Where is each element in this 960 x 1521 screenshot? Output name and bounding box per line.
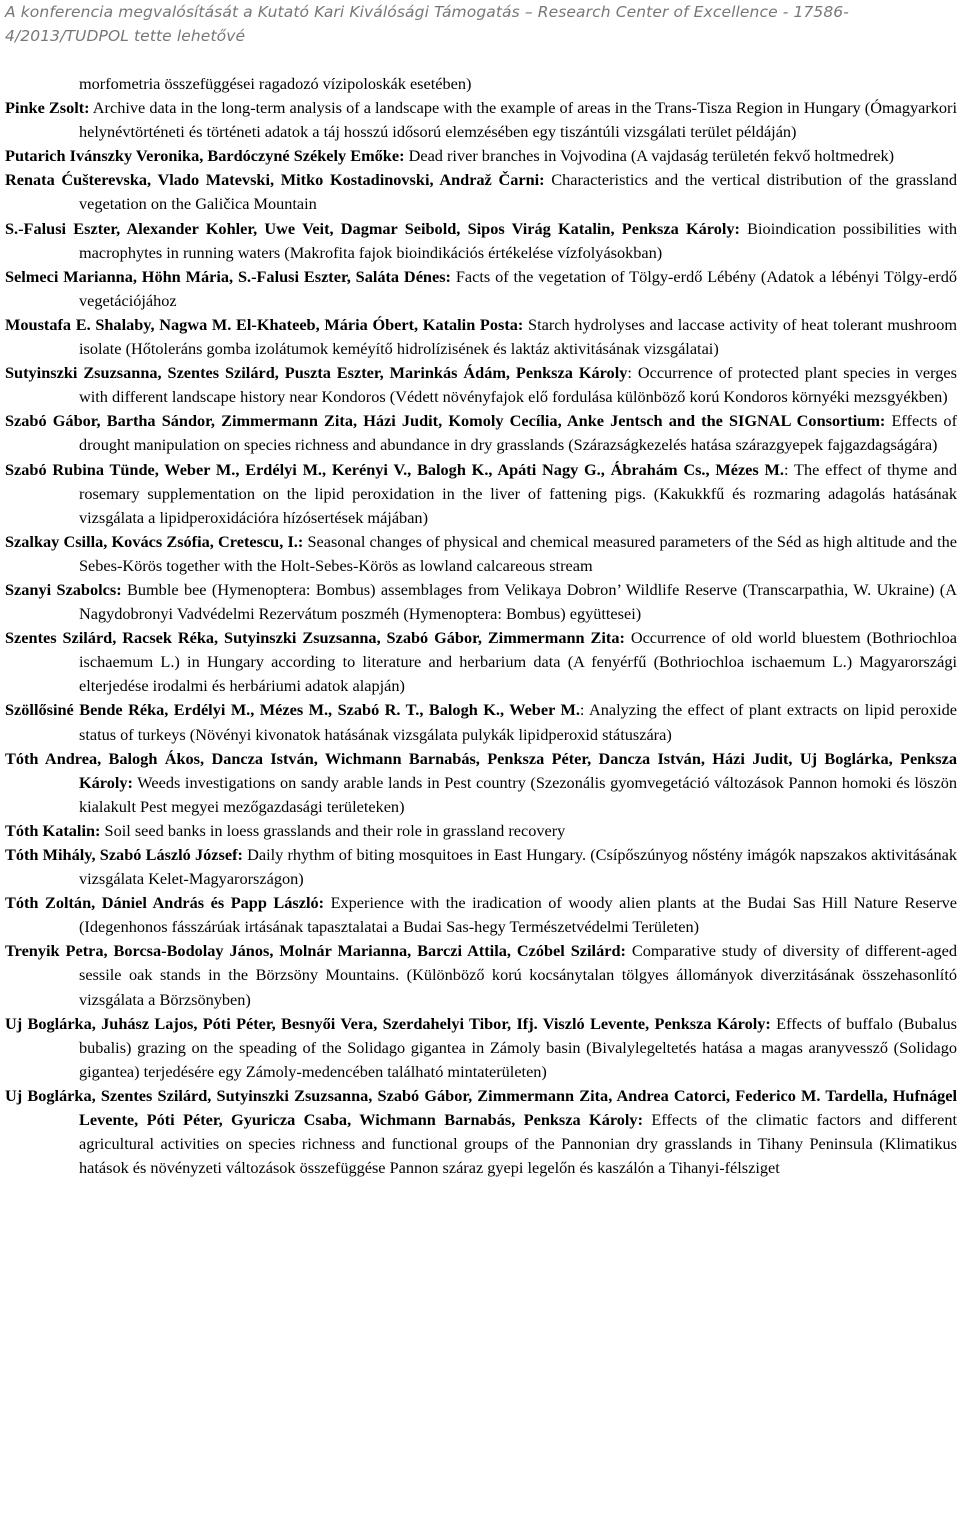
entry-title: Archive data in the long-term analysis of a landscape with the example of areas in the Trans-Tisza Region in Hungary (Ómagyarkori helynévtörténeti és történeti adatok a táj hosszú idősorú elemzésében egy tiszántúli vizsgálati terület példáján)	[79, 98, 957, 142]
entry-authors: Tóth Mihály, Szabó László József:	[5, 845, 243, 864]
list-item	[5, 626, 957, 698]
list-item	[5, 458, 957, 530]
entry-authors: Sutyinszki Zsuzsanna, Szentes Szilárd, Puszta Eszter, Marinkás Ádám, Penksza Károly	[5, 363, 628, 383]
entry-title: Starch hydrolyses and laccase activity of heat tolerant mushroom isolate (Hőtoleráns gomba izolátumok keméyítő hidrolízisének és laktáz aktivitásának vizsgálatai)	[79, 314, 957, 359]
entry-authors: Szabó Rubina Tünde, Weber M., Erdélyi M., Kerényi V., Balogh K., Apáti Nagy G., Ábrahám Cs., Mézes M.	[5, 459, 784, 479]
entry-title: Effects of the climatic factors and different agricultural activities on species richness and functional groups of the Pannonian dry grasslands in Tihany Peninsula (Klimatikus hatások és növényzeti változások összefüggése Pannon száraz gyepi legelőn és kaszálón a Tihanyi-félsziget	[79, 1110, 957, 1178]
entry-authors: S.-Falusi Eszter, Alexander Kohler, Uwe Veit, Dagmar Seibold, Sipos Virág Katalin, Penksza Károly:	[5, 218, 740, 238]
list-item	[5, 144, 957, 168]
entry-authors: Uj Boglárka, Juhász Lajos, Póti Péter, Besnyői Vera, Szerdahelyi Tibor, Ifj. Viszló Levente, Penksza Károly:	[5, 1013, 771, 1033]
entry-title: Experience with the iradication of woody alien plants at the Budai Sas Hill Nature Reserve (Idegenhonos fásszárúak irtásának tapasztalatai a Budai Sas-hegy Természetvédelmi Területen)	[79, 893, 957, 937]
entry-title: Bumble bee (Hymenoptera: Bombus) assemblages from Velikaya Dobron’ Wildlife Reserve (Transcarpathia, W. Ukraine) (A Nagydobronyi Vadvédelmi Rezervátum poszméh (Hymenoptera: Bombus) együttesei)	[79, 579, 957, 624]
entry-authors: Putarich Ivánszky Veronika, Bardóczyné Székely Emőke:	[5, 146, 405, 166]
list-item	[5, 698, 957, 746]
entry-title: Bioindication possibilities with macrophytes in running waters (Makrofita fajok bioindikációs értékelése vízfolyásokban)	[79, 218, 957, 262]
entry-authors: Szanyi Szabolcs:	[5, 579, 122, 599]
list-item	[5, 72, 957, 96]
list-item	[5, 1012, 957, 1084]
list-item	[5, 747, 957, 819]
list-item	[5, 843, 957, 891]
list-item	[5, 530, 957, 578]
list-item	[5, 578, 957, 626]
entry-authors: Tóth Katalin:	[5, 820, 101, 840]
entry-title: Dead river branches in Vojvodina (A vajdaság területén fekvő holtmedrek)	[404, 146, 895, 166]
entry-authors: Szöllősiné Bende Réka, Erdélyi M., Mézes M., Szabó R. T., Balogh K., Weber M.	[5, 700, 580, 720]
list-item	[5, 313, 957, 361]
entry-authors: Szalkay Csilla, Kovács Zsófia, Cretescu, I.:	[5, 531, 304, 551]
entry-title: Facts of the vegetation of Tölgy-erdő Lébény (Adatok a lébényi Tölgy-erdő vegetációjához	[79, 266, 958, 310]
entry-title: : Analyzing the effect of plant extracts on lipid peroxide status of turkeys (Növényi kivonatok hatásának vizsgálata pulykák lipidperoxid státuszára)	[79, 700, 957, 744]
entry-title: Seasonal changes of physical and chemical measured parameters of the Séd as high altitude and the Sebes-Körös together with the Holt-Sebes-Körös as lowland calcareous stream	[79, 531, 957, 575]
entry-title: Effects of drought manipulation on species richness and abundance in dry grasslands (Szárazságkezelés hatása szárazgyepek fajgazdagságára)	[79, 411, 957, 455]
entry-authors: Pinke Zsolt:	[5, 98, 90, 118]
list-item	[5, 819, 957, 843]
list-item	[5, 409, 957, 457]
entry-title: morfometria összefüggései ragadozó vízipoloskák esetében)	[79, 74, 472, 93]
entry-title: : Occurrence of protected plant species in verges with different landscape history near Kondoros (Védett növényfajok elő fordulása különböző korú Kondoros környéki mezsgyékben)	[79, 363, 957, 407]
list-item	[5, 265, 957, 313]
entry-title: Comparative study of diversity of different-aged sessile oak stands in the Börzsöny Mountains. (Különböző korú kocsánytalan tölgyes állományok diverzitásának összehasonlító vizsgálata a Börzsönyben)	[79, 941, 957, 1009]
entry-authors: Trenyik Petra, Borcsa-Bodolay János, Molnár Marianna, Barczi Attila, Czóbel Szilárd:	[5, 941, 626, 961]
entry-title: Soil seed banks in loess grasslands and their role in grassland recovery	[100, 820, 566, 840]
list-item	[5, 361, 957, 409]
entry-authors: Tóth Zoltán, Dániel András és Papp László:	[5, 893, 325, 913]
entry-title: Weeds investigations on sandy arable lands in Pest country (Szezonális gyomvegetáció változások Pannon homoki és löszön kialakult Pest megyei mezőgazdasági területeken)	[79, 772, 957, 816]
entry-title: : The effect of thyme and rosemary supplementation on the lipid peroxidation in the liver of fattening pigs. (Kakukkfű és rozmaring adagolás hatásának vizsgálata a lipidperoxidációra hízósertések májában)	[79, 459, 957, 527]
entry-title: Occurrence of old world bluestem (Bothriochloa ischaemum L.) in Hungary according to literature and herbarium data (A fenyérfű (Bothriochloa ischaemum L.) Magyarországi elterjedése irodalmi és herbáriumi adatok alapján)	[79, 628, 958, 696]
entry-authors: Uj Boglárka, Szentes Szilárd, Sutyinszki Zsuzsanna, Szabó Gábor, Zimmermann Zita, Andrea Catorci, Federico M. Tardella, Hufnágel Levente, Póti Péter, Gyuricza Csaba, Wichmann Barnabás, Penksza Károly:	[5, 1085, 957, 1130]
entry-authors: Tóth Andrea, Balogh Ákos, Dancza István, Wichmann Barnabás, Penksza Péter, Dancza István, Házi Judit, Uj Boglárka, Penksza Károly:	[5, 748, 957, 792]
entry-authors: Renata Ćušterevska, Vlado Matevski, Mitko Kostadinovski, Andraž Čarni:	[5, 170, 545, 190]
list-item	[5, 96, 957, 144]
list-item	[5, 217, 957, 265]
entry-authors: Szentes Szilárd, Racsek Réka, Sutyinszki Zsuzsanna, Szabó Gábor, Zimmermann Zita:	[5, 628, 625, 648]
entry-title: Characteristics and the vertical distribution of the grassland vegetation on the Galičica Mountain	[79, 170, 957, 214]
entry-title: Effects of buffalo (Bubalus bubalis) grazing on the speading of the Solidago gigantea in Zámoly basin (Bivalylegeltetés hatása a magas aranyvessző (Solidago gigantea) terjedésére egy Zámoly-medencében található mintaterületen)	[79, 1013, 957, 1081]
entry-authors: Selmeci Marianna, Höhn Mária, S.-Falusi Eszter, Saláta Dénes:	[5, 266, 451, 286]
page-header: A konferencia megvalósítását a Kutató Kari Kiválósági Támogatás – Research Center of Excellence - 17586-4/2013/TUDPOL tette lehetővé	[5, 3, 849, 45]
entry-title: Daily rhythm of biting mosquitoes in East Hungary. (Csípőszúnyog nőstény imágók napszakos aktivitásának vizsgálata Kelet-Magyarországon)	[79, 845, 957, 889]
list-item	[5, 1084, 957, 1180]
list-item	[5, 939, 957, 1011]
list-item	[5, 891, 957, 939]
entry-authors: Szabó Gábor, Bartha Sándor, Zimmermann Zita, Házi Judit, Komoly Cecília, Anke Jentsch and the SIGNAL Consortium:	[5, 411, 886, 431]
entry-authors: Moustafa E. Shalaby, Nagwa M. El-Khateeb, Mária Óbert, Katalin Posta:	[5, 314, 524, 334]
entry-list	[5, 72, 957, 1180]
list-item	[5, 168, 957, 216]
